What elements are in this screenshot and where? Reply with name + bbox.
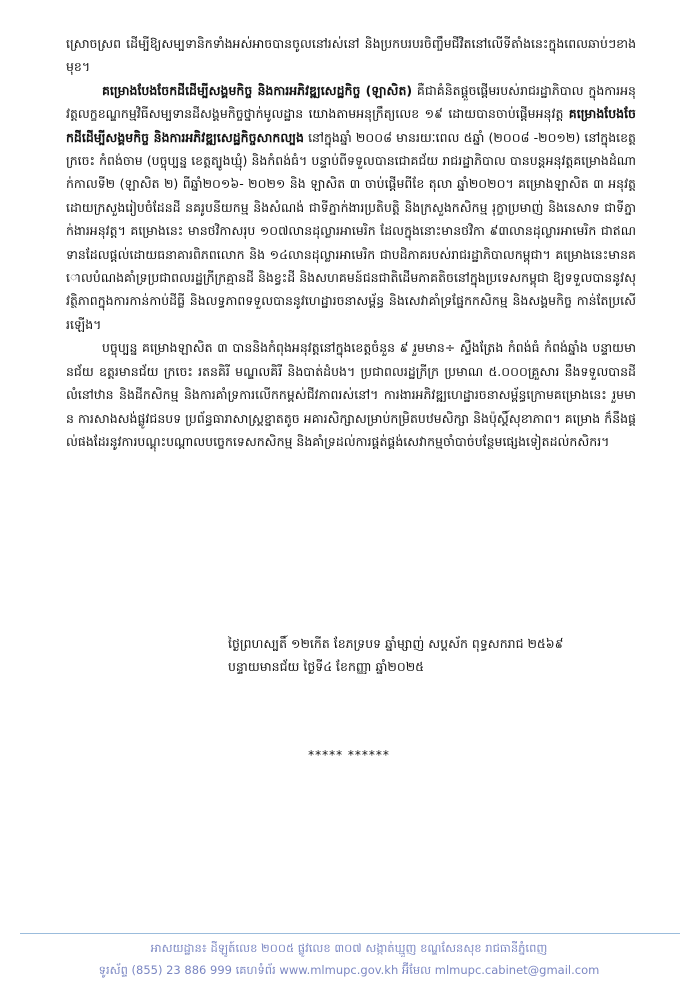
lunar-date: ថ្ងៃព្រហស្បតិ៍ ១២កើត ខែភទ្របទ ឆ្នាំម្សាញ់ សប្តស័ក ពុទ្ធសករាជ ២៥៦៩ (228, 636, 564, 651)
paragraph-1: ស្រោចស្រព ដើម្បីឱ្យសម្បទានិកទាំងអស់អាចបានចូលនៅរស់នៅ និងប្រកបរបរចិញ្ចឹមជីវិតនៅលើទីតាំងនេះក្នុងពេលឆាប់ៗខាងមុខ។ (66, 36, 636, 75)
end-marker: ***** ****** (308, 748, 390, 762)
project-name-bold: គម្រោងបែងចែកដីដើម្បីសង្គមកិច្ច និងការអភិវឌ្ឍសេដ្ឋកិច្ច (ឡាសិត) (102, 82, 413, 98)
solar-date: បន្ទាយមានជ័យ ថ្ងៃទី៤ ខែកញ្ញា ឆ្នាំ២០២៥ (228, 659, 425, 674)
paragraph-3: បច្ចុប្បន្ន គម្រោងឡាសិត ៣ បាននិងកំពុងអនុវត្តនៅក្នុងខេត្តចំនួន ៩ រួមមាន÷ ស្ទឹងត្រែង កំពង់ធំ កំពង់ឆ្នាំង បន្ទាយមានជ័យ ឧត្តរមានជ័យ ក្រចេះ រតនគិរី មណ្ឌលគិរី និងបាត់ដំបង។ ប្រជាពលរដ្ឋក្រីក្រ ប្រមាណ ៥.០០០គ្រួសារ នឹងទទួលបានដីលំនៅឋាន និងដីកសិកម្ម និងការគាំទ្រការលើកកម្ពស់ជីវភាពរស់នៅ។ ការងារអភិវឌ្ឍហេដ្ឋារចនាសម្ព័ន្ធក្រោមគម្រោងនេះ រួមមាន ការសាងសង់ផ្លូវជនបទ ប្រព័ន្ធធារាសាស្ត្រខ្នាតតូច អគារសិក្សាសម្រាប់កម្រិតបឋមសិក្សា និងប៉ុស្តិ៍សុខាភាព។ គម្រោង ក៏នឹងផ្ដល់ផងដែរនូវការបណ្ដុះបណ្ដាលបច្ចេកទេសកសិកម្ម និងគាំទ្រដល់ការផ្គត់ផ្គង់សេវាកម្មចាំបាច់បន្ថែមផ្សេងទៀតដល់កសិករ។ (66, 340, 636, 449)
paragraph-2-text-1: គឺជាគំនិតផ្ដួចផ្ដើមរបស់រាជរដ្ឋាភិបាល ក្នុងការអនុវត្តលក្ខខណ្ឌកម្មវិធីសម្បទានដីសង្គមកិច្ចថ្នាក់មូលដ្ឋាន យោងតាមអនុក្រឹត្យលេខ ១៩ ដោយបានចាប់ផ្ដើមអនុវត្ត (66, 82, 636, 122)
paragraph-2 (66, 79, 636, 336)
footer-address: អាសយដ្ឋាន៖ ដីឡូត៍លេខ ២០០៥ ផ្លូវលេខ ៣០៧ សង្កាត់ឃ្មួញ ខណ្ឌសែនសុខ រាជធានីភ្នំពេញ (150, 941, 548, 955)
footer-divider (20, 933, 680, 934)
document-body (66, 32, 636, 453)
footer (0, 937, 698, 981)
paragraph-2-text-2: នៅក្នុងឆ្នាំ ២០០៨ មានរយៈពេល ៥ឆ្នាំ (២០០៨ -២០១២) នៅក្នុងខេត្ត ក្រចេះ កំពង់ចាម (បច្ចុប្បន្ន ខេត្តត្បូងឃ្មុំ) និងកំពង់ធំ។ បន្ទាប់ពីទទួលបានជោគជ័យ រាជរដ្ឋាភិបាល បានបន្តអនុវត្តគម្រោងដំណាក់កាលទី២ (ឡាសិត ២) ពីឆ្នាំ២០១៦- ២០២១ និង ឡាសិត ៣ ចាប់ផ្ដើមពីខែ តុលា ឆ្នាំ២០២០។ គម្រោងឡាសិត ៣ អនុវត្តដោយក្រសួងរៀបចំដែនដី នគរូបនីយកម្ម និងសំណង់ ជាទីភ្នាក់ងារប្រតិបត្តិ និងក្រសួងកសិកម្ម រុក្ខាប្រមាញ់ និងនេសាទ ជាទីភ្នាក់ងារអនុវត្ត។ គម្រោងនេះ មានថវិកាសរុប ១០៧លានដុល្លារអាមេរិក ដែលក្នុងនោះមានថវិកា ៩៣លានដុល្លារអាមេរិក ជាឥណទានដែលផ្ដល់ដោយធនាគារពិភពលោក និង ១៤លានដុល្លារអាមេរិក ជាបដិភាគរបស់រាជរដ្ឋាភិបាលកម្ពុជា។ គម្រោងនេះមានគោលបំណងគាំទ្រប្រជាពលរដ្ឋក្រីក្រគ្មានដី និងខ្វះដី និងសហគមន៍ជនជាតិដើមភាគតិចនៅក្នុងប្រទេសកម្ពុជា ឱ្យទទួលបាននូវសុវត្ថិភាពក្នុងការកាន់កាប់ដីធ្លី និងលទ្ធភាពទទួលបាននូវហេដ្ឋារចនាសម្ព័ន្ធ និងសេវាគាំទ្រផ្នែកកសិកម្ម និងសង្គមកិច្ច កាន់តែប្រសើរឡើង។ (66, 129, 636, 332)
pilot-project-name-bold: គម្រោងបែងចែកដីដើម្បីសង្គមកិច្ច និងការអភិវឌ្ឍសេដ្ឋកិច្ចសាកល្បង (66, 106, 636, 145)
footer-contact: ទូរស័ព្ទ (855) 23 886 999 គេហទំព័រ www.mlmupc.gov.kh អ៊ីមែល mlmupc.cabinet@gmail.com (98, 963, 600, 977)
date-block (228, 632, 648, 678)
